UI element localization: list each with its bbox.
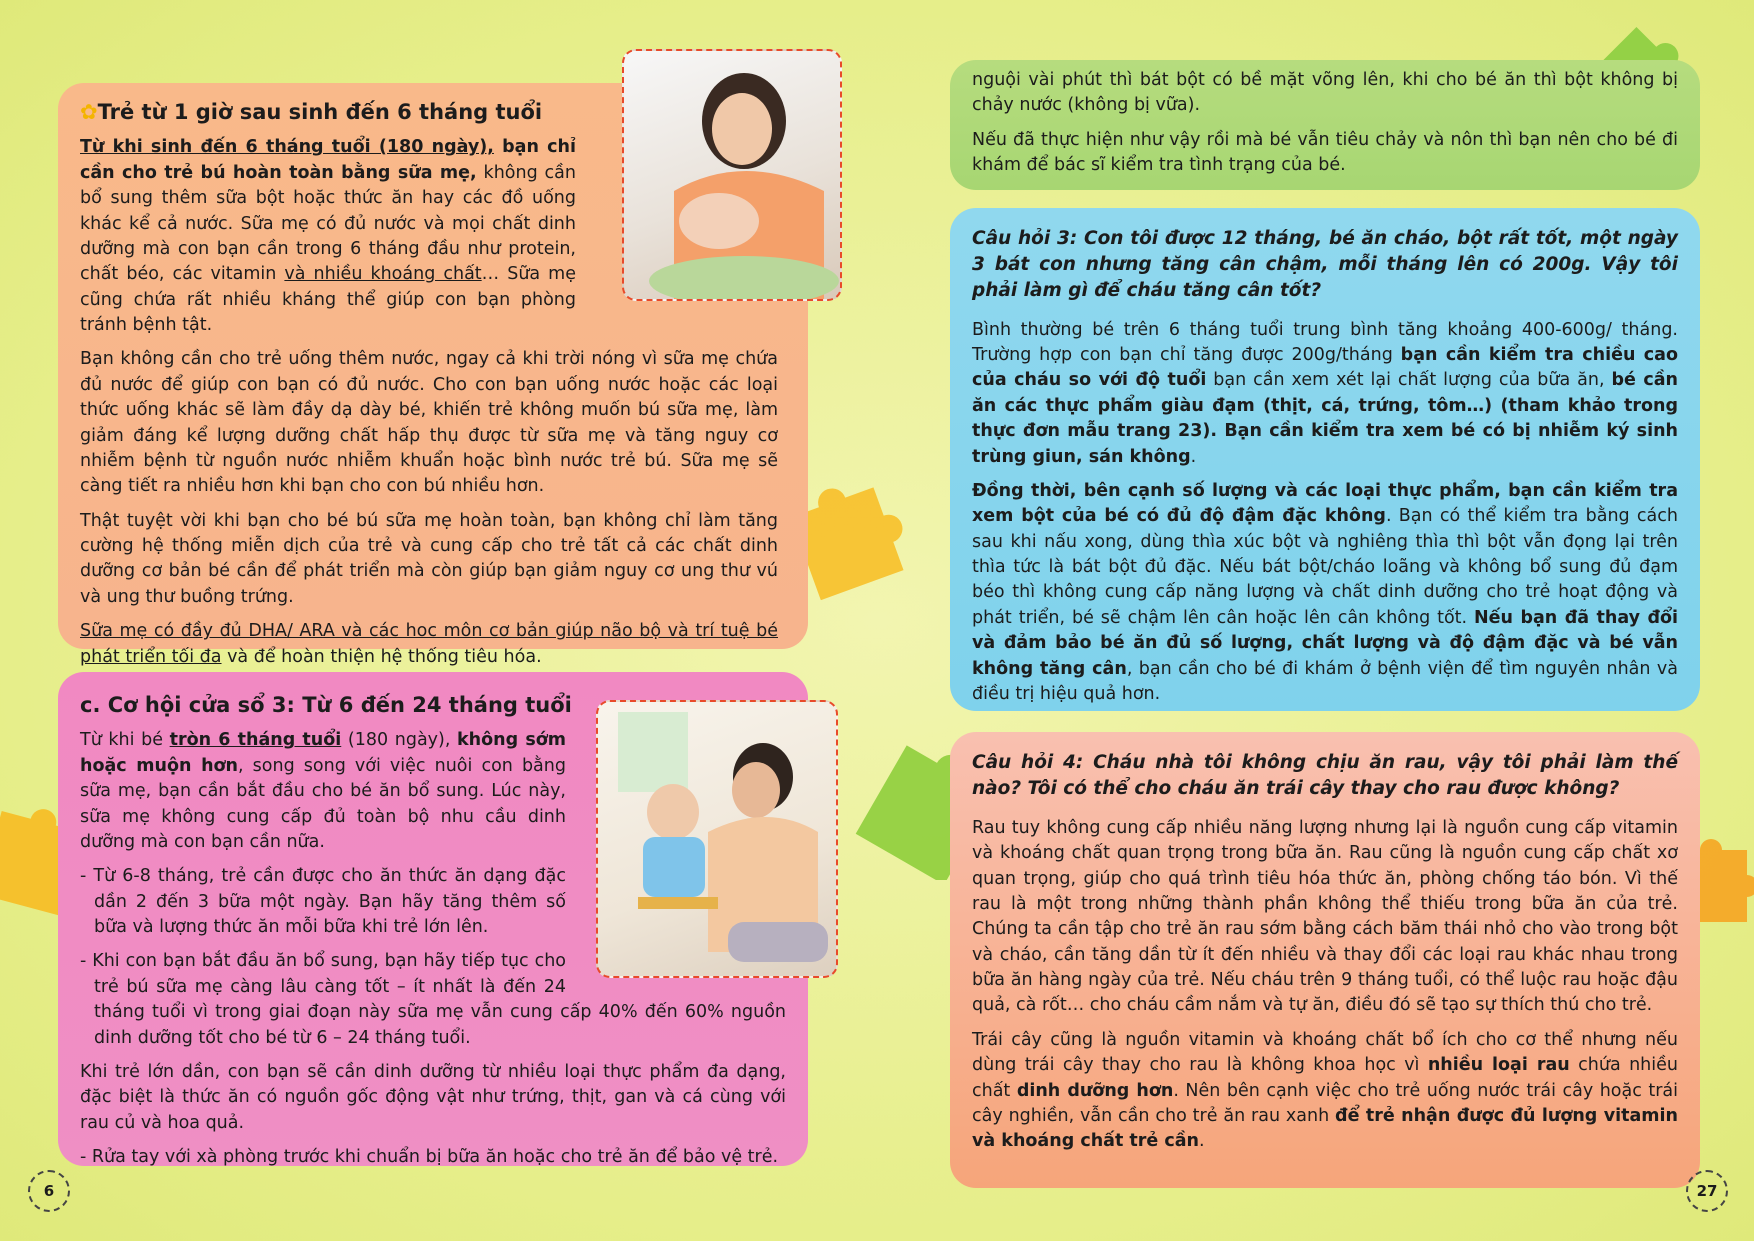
breastfeeding-photo [622,49,842,301]
paragraph: Nếu đã thực hiện như vậy rồi mà bé vẫn tiêu chảy và nôn thì bạn nên cho bé đi khám để bác sĩ kiểm tra tình trạng của bé. [972,129,1678,176]
paragraph: Trái cây cũng là nguồn vitamin và khoáng chất bổ ích cho cơ thể nhưng nếu dùng trái cây thay cho rau là không khoa học vì nhiều loại rau chứa nhiều chất dinh dưỡng hơn. Nên bên cạnh việc cho trẻ uống nước trái cây hoặc trái cây nghiền, vẫn cần cho trẻ ăn rau xanh để trẻ nhận được đủ lượng vitamin và khoáng chất trẻ cần. [972,1029,1679,1152]
list-item: - Khi con bạn bắt đầu ăn bổ sung, bạn hãy tiếp tục cho trẻ bú sữa mẹ càng lâu càng tốt – ít nhất là đến 24 tháng tuổi vì trong giai đoạn này sữa mẹ vẫn cung cấp 40% đến 60% nguồn dinh dưỡng tốt cho bé từ 6 – 24 tháng tuổi. [80,951,786,1048]
list-item: - Từ 6-8 tháng, trẻ cần được cho ăn thức ăn dạng đặc dần 2 đến 3 bữa một ngày. Bạn hãy tăng thêm số bữa và lượng thức ăn mỗi bữa khi trẻ lớn lên. [80,866,566,938]
page-number-right: 27 [1686,1170,1728,1212]
paragraph: nguội vài phút thì bát bột có bề mặt võng lên, khi cho bé ăn thì bột không bị chảy nước (không bị vữa). [972,70,1678,116]
paragraph: Đồng thời, bên cạnh số lượng và các loại thực phẩm, bạn cần kiểm tra xem bột của bé có đủ độ đậm đặc không. Bạn có thể kiểm tra bằng cách sau khi nấu xong, dùng thìa xúc bột và nghiêng thìa thì bột vẫn đọng lại trên thìa tức là bát bột đủ đặc. Nếu bát bột/cháo loãng và không bổ sung đủ đạm béo thì không cung cấp năng lượng và chất dinh dưỡng cho trẻ hoạt động và phát triển, bé sẽ chậm lên cân hoặc lên cân không tốt. Nếu bạn đã thay đổi và đảm bảo bé ăn đủ số lượng, chất lượng và độ đậm đặc và bé vẫn không tăng cân, bạn cần cho bé đi khám ở bệnh viện để tìm nguyên nhân và điều trị hiệu quả hơn. [972,480,1678,704]
paragraph: Từ khi bé tròn 6 tháng tuổi (180 ngày), không sớm hoặc muộn hơn, song song với việc nuôi con bằng sữa mẹ, bạn cần bắt đầu cho bé ăn bổ sung. Lúc này, sữa mẹ không cung cấp đủ toàn bộ nhu cầu dinh dưỡng mà con bạn cần nữa. [80,730,566,852]
flower-icon: ✿ [80,100,98,124]
paragraph: Từ khi sinh đến 6 tháng tuổi (180 ngày), bạn chỉ cần cho trẻ bú hoàn toàn bằng sữa mẹ, không cần bổ sung thêm sữa bột hoặc thức ăn hay các đồ uống khác kể cả nước. Sữa mẹ có đủ nước và mọi chất dinh dưỡng mà con bạn cần trong 6 tháng đầu như protein, chất béo, các vitamin và nhiều khoáng chất… Sữa mẹ cũng chứa rất nhiều kháng thể giúp con bạn phòng tránh bệnh tật. [80,137,576,336]
question4-box [950,732,1700,1188]
section-heading: c. Cơ hội cửa sổ 3: Từ 6 đến 24 tháng tuổi [80,693,572,717]
paragraph: Rau tuy không cung cấp nhiều năng lượng nhưng lại là nguồn cung cấp vitamin và khoáng chất quan trọng trong bữa ăn. Rau cũng là nguồn cung cấp chất xơ quan trọng, giúp cho quá trình tiêu hóa thức ăn, phòng chống táo bón. Vì thế rau là một trong những thành phần không thể thiếu trong bữa ăn của trẻ. Chúng ta cần tập cho trẻ ăn rau sớm bằng cách băm thái nhỏ cho vào trong bột và cháo, cần tăng dần từ ít đến nhiều và thay đổi các loại rau khác nhau trong bữa ăn hàng ngày của trẻ. Nếu cháu trên 9 tháng tuổi, có thể luộc rau hoặc đậu quả, cà rốt… cho cháu cầm nắm và tự ăn, điều đó sẽ tạo sự thích thú cho trẻ. [972,817,1678,1016]
question3-box [950,208,1700,711]
question-heading: Câu hỏi 3: Con tôi được 12 tháng, bé ăn cháo, bột rất tốt, một ngày 3 bát con nhưng tăng cân chậm, mỗi tháng lên có 200g. Vậy tôi phải làm gì để cháu tăng cân tốt? [972,228,1678,301]
question-heading: Câu hỏi 4: Cháu nhà tôi không chịu ăn rau, vậy tôi phải làm thế nào? Tôi có thể cho cháu ăn trái cây thay cho rau được không? [972,752,1678,799]
paragraph: Bạn không cần cho trẻ uống thêm nước, ngay cả khi trời nóng vì sữa mẹ chứa đủ nước để giúp con bạn có đủ nước. Cho con bạn uống nước hoặc các loại thức uống khác sẽ làm đầy dạ dày bé, khiến trẻ không muốn bú sữa mẹ, làm giảm đáng kể lượng dưỡng chất hấp thụ được từ sữa mẹ và tăng nguy cơ nhiễm bệnh từ nguồn nước nhiễm khuẩn hoặc bình nước trẻ bú. Sữa mẹ sẽ càng tiết ra nhiều hơn khi bạn cho con bú nhiều hơn. [80,349,778,497]
paragraph: Bình thường bé trên 6 tháng tuổi trung bình tăng khoảng 400-600g/ tháng. Trường hợp con bạn chỉ tăng được 200g/tháng bạn cần kiểm tra chiều cao của cháu so với độ tuổi bạn cần xem xét lại chất lượng của bữa ăn, bé cần ăn các thực phẩm giàu đạm (thịt, cá, trứng, tôm…) (tham khảo trong thực đơn mẫu trang 23). Bạn cần kiểm tra xem bé có bị nhiễm ký sinh trùng giun, sán không. [972,319,1678,467]
section-heading: ✿Trẻ từ 1 giờ sau sinh đến 6 tháng tuổi [80,100,543,124]
section-continued-box [950,60,1700,190]
list-item: - Rửa tay với xà phòng trước khi chuẩn bị bữa ăn hoặc cho trẻ ăn để bảo vệ trẻ. [80,1147,779,1168]
feeding-child-photo [596,700,838,978]
paragraph: Sữa mẹ có đầy đủ DHA/ ARA và các hoc môn cơ bản giúp não bộ và trí tuệ bé phát triển tối đa và để hoàn thiện hệ thống tiêu hóa. [80,621,778,667]
paragraph: Thật tuyệt vời khi bạn cho bé bú sữa mẹ hoàn toàn, bạn không chỉ làm tăng cường hệ thống miễn dịch của trẻ và cung cấp cho trẻ tất cả các chất dinh dưỡng cơ bản bé cần để phát triển mà còn giúp bạn giảm nguy cơ ung thư vú và ung thư buồng trứng. [80,510,778,607]
hygiene-list [80,1145,786,1170]
paragraph: Khi trẻ lớn dần, con bạn sẽ cần dinh dưỡng từ nhiều loại thực phẩm đa dạng, đặc biệt là thức ăn có nguồn gốc động vật như trứng, thịt, gan và cá cùng với rau củ và hoa quả. [80,1061,786,1133]
page-number-left: 6 [28,1170,70,1212]
